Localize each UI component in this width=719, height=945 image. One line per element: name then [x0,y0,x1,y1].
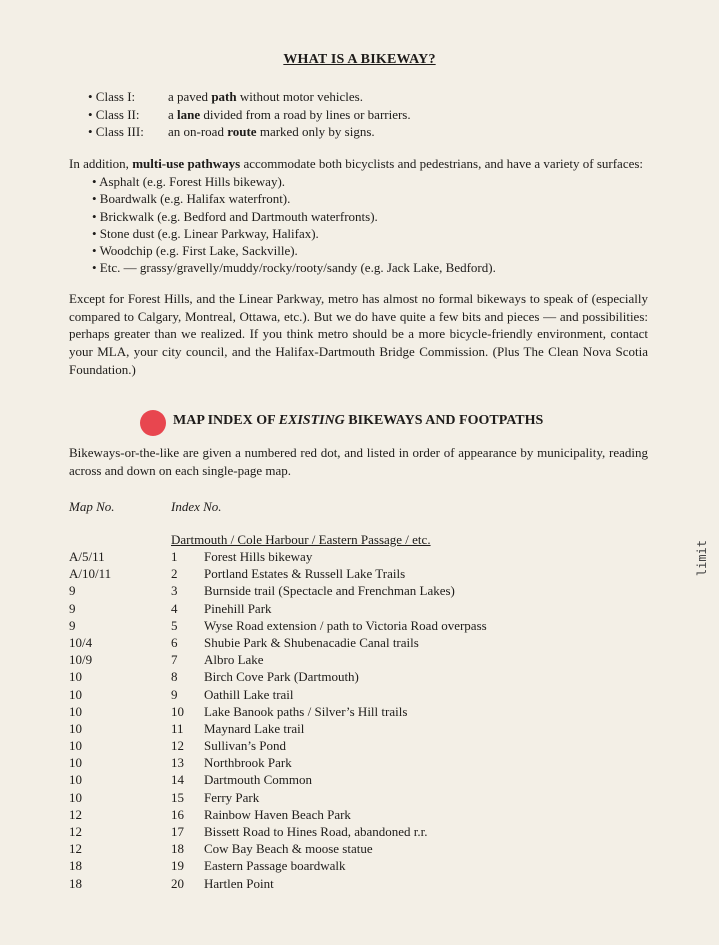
index-number: 20 [171,875,184,891]
multi-use-intro [69,155,669,173]
map-number: 12 [69,841,82,857]
table-row [69,600,487,617]
map-number-column-header: Map No. [69,499,115,514]
location-name: Maynard Lake trail [204,720,305,736]
class-desc-pre: an on-road [168,124,228,139]
class-description [168,88,363,106]
location-name: Forest Hills bikeway [204,549,313,564]
table-row [69,617,487,634]
surface-item: • Etc. — grassy/gravelly/muddy/rocky/rooty/sandy (e.g. Jack Lake, Bedford). [92,260,496,276]
class-desc-pre: a [168,106,178,122]
table-row [69,668,487,685]
location-name: Shubie Park & Shubenacadie Canal trails [204,634,419,650]
class-item [88,88,411,106]
map-number: 10/4 [69,634,93,650]
table-row [69,806,487,823]
table-row [69,634,487,651]
map-number: 10 [69,755,82,771]
location-name: Bissett Road to Hines Road, abandoned r.r. [204,824,428,839]
index-number: 6 [171,634,178,650]
index-number: 17 [171,824,184,839]
table-row [69,789,487,806]
class-desc-keyword: lane [177,106,201,122]
table-row [69,771,487,788]
class-item [88,106,411,124]
location-name: Ferry Park [204,789,260,805]
location-name: Wyse Road extension / path to Victoria Road overpass [204,617,487,633]
map-number: 12 [69,824,82,839]
surface-item: • Stone dust (e.g. Linear Parkway, Halifax). [92,225,319,241]
location-name: Hartlen Point [204,875,274,891]
index-number: 2 [171,566,178,582]
class-desc-post: without motor vehicles. [236,89,363,104]
bikeway-classes-list [88,88,411,141]
table-row [69,823,487,840]
red-dot-icon [140,410,166,436]
map-number: 10 [69,772,82,788]
location-name: Portland Estates & Russell Lake Trails [204,566,406,582]
index-number: 18 [171,841,184,857]
location-name: Albro Lake [204,652,264,668]
map-index-heading [173,413,543,429]
section-title: Dartmouth / Cole Harbour / Eastern Passage / etc. [171,532,431,547]
class-description [168,106,411,124]
index-number: 15 [171,789,184,805]
index-number: 1 [171,549,178,564]
map-number: 10/9 [69,652,93,668]
class-item [88,123,411,141]
class-desc-pre: a paved [168,89,212,104]
table-row [69,754,487,771]
heading-pre: MAP INDEX OF [173,413,279,428]
location-name: Dartmouth Common [204,772,312,788]
table-row [69,686,487,703]
body-paragraph: Except for Forest Hills, and the Linear Parkway, metro has almost no formal bikeways to speak of (especially compared to Calgary, Montreal, Ottawa, etc.). But we do have quite a few bits and pieces — and possibilities: perhaps greater than we realized. If you think metro should be a more bicycle-friendly environment, contact your MLA, your city council, and the Halifax-Dartmouth Bridge Commission. (Plus The Clean Nova Scotia Foundation.) [69,291,648,377]
map-number: 10 [69,720,82,736]
location-name: Lake Banook paths / Silver’s Hill trails [204,703,408,719]
surface-item: • Woodchip (e.g. First Lake, Sackville). [92,243,298,259]
location-name: Oathill Lake trail [204,686,294,702]
index-number: 16 [171,806,184,822]
table-row [69,651,487,668]
class-description [168,123,375,141]
index-number: 12 [171,738,184,754]
map-number: 10 [69,703,82,719]
location-name: Burnside trail (Spectacle and Frenchman Lakes) [204,583,455,599]
surface-item: • Brickwalk (e.g. Bedford and Dartmouth waterfronts). [92,208,378,224]
index-number: 4 [171,600,178,616]
location-name: Northbrook Park [204,755,292,771]
location-name: Eastern Passage boardwalk [204,858,346,874]
table-row [69,582,487,599]
map-index-description: Bikeways-or-the-like are given a numbered red dot, and listed in order of appearance by municipality, reading across and down on each single-page map. [69,445,648,478]
index-number: 9 [171,686,178,702]
class-desc-keyword: route [227,124,257,139]
location-name: Rainbow Haven Beach Park [204,806,351,822]
surfaces-list [92,173,496,277]
map-number: 18 [69,875,82,891]
index-number: 5 [171,617,178,633]
table-row [69,857,487,874]
index-number: 3 [171,583,178,599]
table-row [69,737,487,754]
map-number: 9 [69,600,76,616]
location-name: Sullivan’s Pond [204,738,286,754]
table-row [69,548,487,565]
index-number-column-header: Index No. [171,499,222,514]
location-name: Cow Bay Beach & moose statue [204,841,373,857]
page-title: WHAT IS A BIKEWAY? [283,52,436,67]
table-row [69,720,487,737]
index-number: 10 [171,703,184,719]
table-row [69,703,487,720]
map-number: 10 [69,669,82,685]
class-label: • Class II: [88,106,140,122]
index-number: 11 [171,720,184,736]
class-desc-post: marked only by signs. [256,124,375,139]
map-number: 9 [69,583,76,599]
class-desc-keyword: path [211,89,237,104]
index-number: 14 [171,772,184,788]
heading-post: BIKEWAYS AND FOOTPATHS [344,413,544,428]
index-number: 19 [171,858,184,874]
intro-pre: In addition, [69,156,133,171]
location-name: Pinehill Park [204,600,272,616]
class-desc-post: divided from a road by lines or barriers. [200,106,411,122]
map-number: A/10/11 [69,566,112,582]
index-number: 8 [171,669,178,685]
intro-post: accommodate both bicyclists and pedestrians, and have a variety of surfaces: [240,156,644,171]
location-name: Birch Cove Park (Dartmouth) [204,669,359,685]
class-label: • Class III: [88,124,144,139]
table-row [69,565,487,582]
map-number: 10 [69,789,82,805]
map-number: 9 [69,617,76,633]
heading-emphasis: EXISTING [278,413,345,428]
index-number: 7 [171,652,178,668]
margin-note: limit [695,540,709,577]
surface-item: • Asphalt (e.g. Forest Hills bikeway). [92,174,286,189]
index-table [69,548,487,892]
map-number: 10 [69,686,82,702]
index-number: 13 [171,755,184,771]
intro-keyword: multi-use pathways [132,156,241,171]
map-number: A/5/11 [69,549,105,564]
table-row [69,840,487,857]
map-number: 18 [69,858,82,874]
surface-item: • Boardwalk (e.g. Halifax waterfront). [92,191,291,207]
map-number: 12 [69,806,82,822]
table-row [69,875,487,892]
class-label: • Class I: [88,89,136,104]
map-number: 10 [69,738,82,754]
